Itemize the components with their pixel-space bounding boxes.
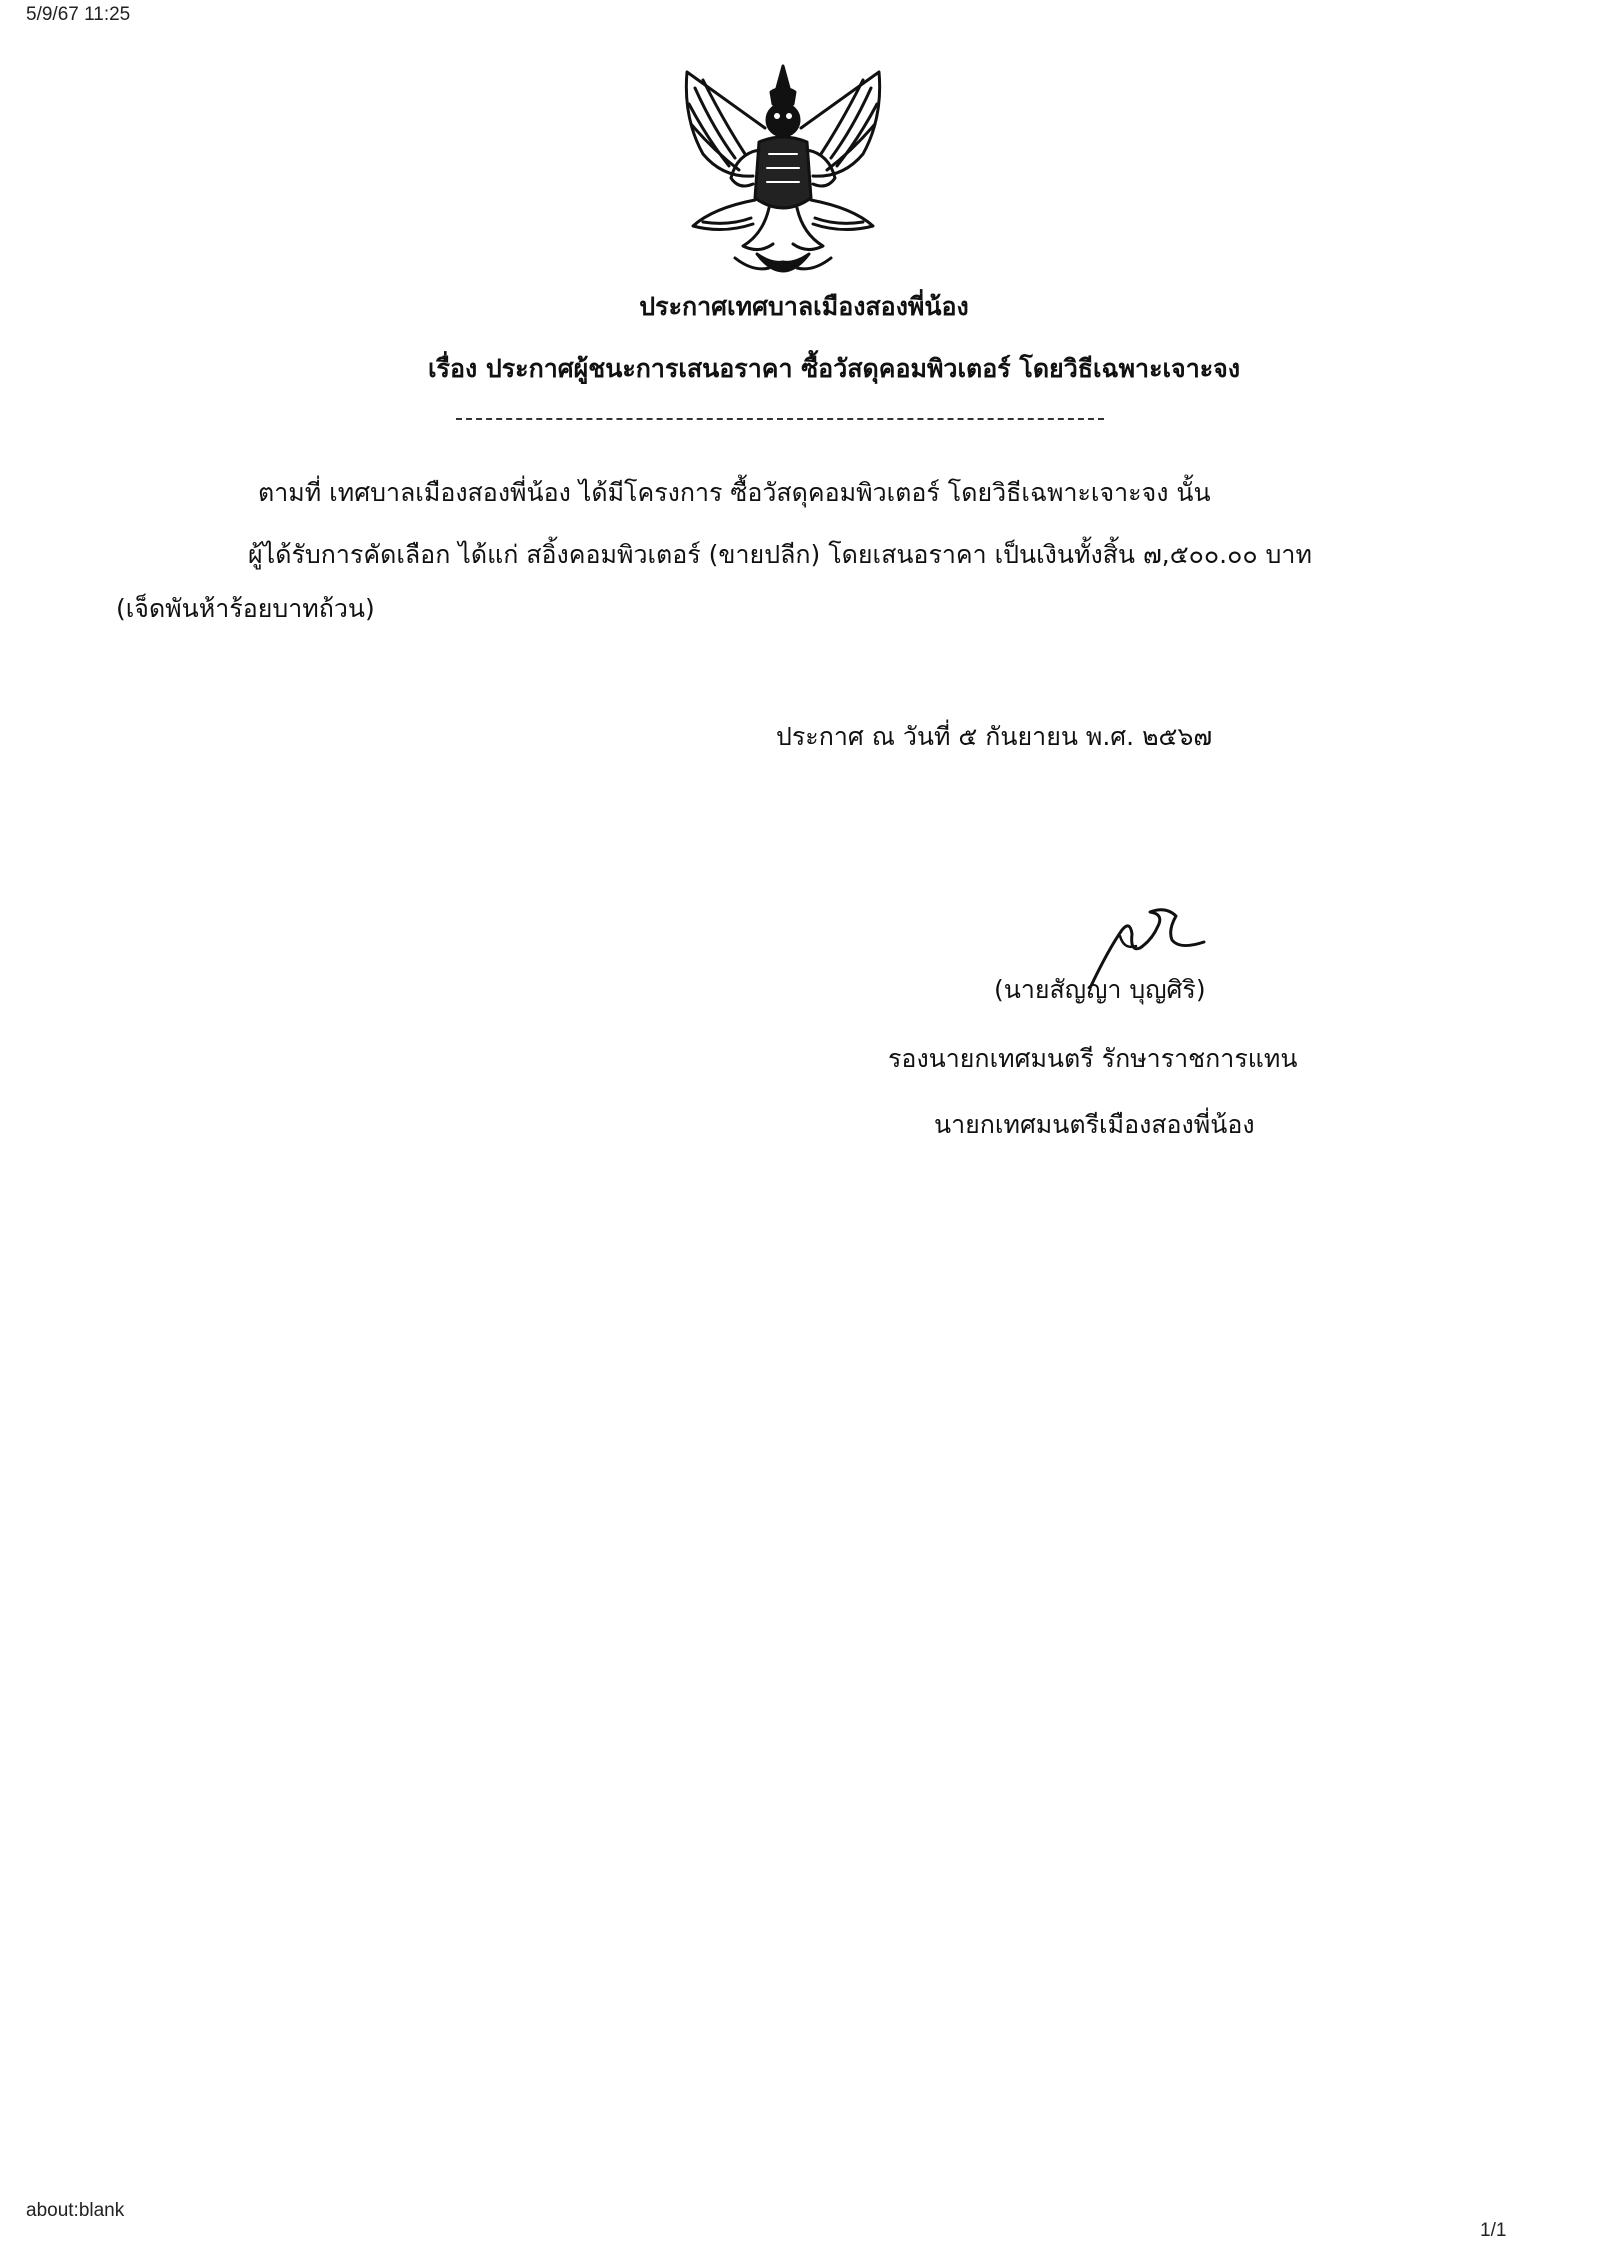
announcement-subject: เรื่อง ประกาศผู้ชนะการเสนอราคา ซื้อวัสดุคอมพิวเตอร์ โดยวิธีเฉพาะเจาะจง [427, 354, 1241, 383]
body-paragraph-2: ผู้ได้รับการคัดเลือก ได้แก่ สอิ้งคอมพิวเตอร์ (ขายปลีก) โดยเสนอราคา เป็นเงินทั้งสิ้น ๗,๕๐๐.๐๐ บาท [248, 540, 1312, 569]
print-page-number: 1/1 [1480, 2220, 1507, 2241]
body-paragraph-1: ตามที่ เทศบาลเมืองสองพี่น้อง ได้มีโครงการ ซื้อวัสดุคอมพิวเตอร์ โดยวิธีเฉพาะเจาะจง นั้น [258, 478, 1211, 507]
signatory-position-2: นายกเทศมนตรีเมืองสองพี่น้อง [934, 1110, 1255, 1139]
print-url: about:blank [26, 2200, 125, 2221]
title-divider [456, 418, 1104, 420]
garuda-emblem-icon [672, 58, 894, 288]
signatory-name: (นายสัญญา บุญศิริ) [994, 975, 1206, 1004]
announcement-title: ประกาศเทศบาลเมืองสองพี่น้อง [639, 292, 969, 321]
signatory-position-1: รองนายกเทศมนตรี รักษาราชการแทน [888, 1044, 1298, 1073]
body-paragraph-3: (เจ็ดพันห้าร้อยบาทถ้วน) [116, 594, 375, 623]
print-timestamp: 5/9/67 11:25 [26, 4, 131, 25]
announcement-date: ประกาศ ณ วันที่ ๕ กันยายน พ.ศ. ๒๕๖๗ [776, 722, 1213, 751]
